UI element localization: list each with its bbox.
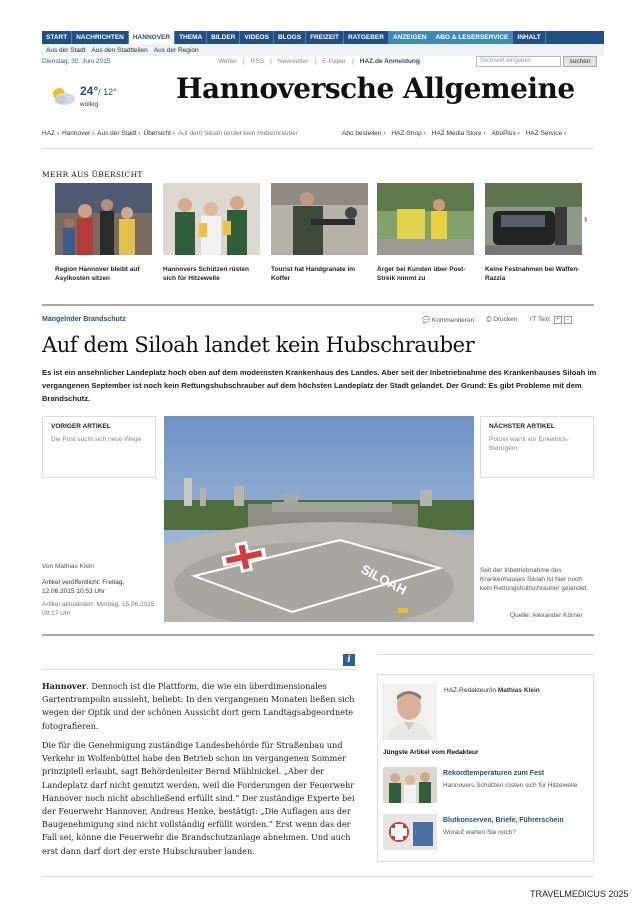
- nav-item-hannover[interactable]: HANNOVER: [129, 31, 175, 44]
- link-service[interactable]: HAZ Service ›: [525, 130, 567, 137]
- latest-article-title: Blutkonserven, Briefe, Führerschein: [443, 817, 564, 824]
- teaser-image: [163, 183, 260, 255]
- nav-item-freizeit[interactable]: FREIZEIT: [306, 31, 344, 44]
- text-size-control: ᴛT Text + −: [529, 316, 571, 324]
- link-media-store[interactable]: HAZ Media Store ›: [431, 130, 486, 137]
- link-epaper[interactable]: E-Paper: [322, 58, 347, 65]
- latest-article-thumb: [383, 767, 437, 803]
- breadcrumb: [42, 130, 298, 137]
- nav-item-inhalt[interactable]: INHALT: [513, 31, 545, 44]
- link-wetter[interactable]: Wetter: [218, 58, 238, 65]
- subnav-item-region[interactable]: Aus der Region: [153, 46, 199, 54]
- weather-condition: wolkig: [80, 101, 99, 108]
- nav-item-thema[interactable]: THEMA: [175, 31, 207, 44]
- link-aboplus[interactable]: AboPlus ›: [491, 130, 520, 137]
- photo-source: Quelle: Alexander Körner: [510, 612, 583, 619]
- divider: [42, 669, 357, 670]
- article-tools: [422, 316, 572, 324]
- teaser-1[interactable]: [55, 183, 152, 283]
- teaser-title: Tourist hat Handgranate im Koffer: [271, 266, 356, 282]
- link-abo[interactable]: Abo bestellen ›: [342, 130, 386, 137]
- text-size-icon: ᴛT: [529, 316, 537, 323]
- nav-item-ratgeber[interactable]: RATGEBER: [344, 31, 389, 44]
- info-icon[interactable]: i: [343, 654, 355, 666]
- nav-item-abo[interactable]: ABO & LESERSERVICE: [432, 31, 514, 44]
- teaser-5[interactable]: [485, 183, 582, 283]
- teaser-title: Keine Festnahmen bei Waffen-Razzia: [485, 266, 580, 282]
- print-icon: ⎙: [486, 316, 492, 323]
- teaser-2[interactable]: [163, 183, 260, 283]
- nav-item-blogs[interactable]: BLOGS: [274, 31, 306, 44]
- article-kicker: Mangelnder Brandschutz: [42, 316, 126, 323]
- divider: [42, 148, 594, 149]
- link-rss[interactable]: RSS: [250, 58, 265, 65]
- updated-date: Artikel aktualisiert: Montag, 15.06.2015 08:17 Uhr: [42, 601, 155, 617]
- divider: [42, 876, 594, 877]
- teaser-image: [55, 183, 152, 255]
- breadcrumb-haz[interactable]: HAZ ›: [42, 130, 59, 137]
- article-divider: [42, 304, 594, 306]
- latest-article-item[interactable]: [383, 767, 591, 803]
- breadcrumb-stadt[interactable]: Aus der Stadt ›: [97, 130, 141, 137]
- previous-article[interactable]: [42, 416, 156, 478]
- service-links: [342, 130, 566, 137]
- latest-article-subtitle: Hannovers Schützen rüsten sich für Hitzewelle: [443, 782, 578, 789]
- next-article-label: NÄCHSTER ARTIKEL: [489, 423, 555, 430]
- nav-item-bilder[interactable]: BILDER: [207, 31, 240, 44]
- article-headline: Auf dem Siloah landet kein Hubschrauber: [42, 333, 475, 357]
- article-divider: [42, 634, 594, 636]
- teaser-image: [485, 183, 582, 255]
- previous-article-label: VORIGER ARTIKEL: [51, 423, 111, 430]
- link-login[interactable]: HAZ.de Anmeldung: [359, 58, 420, 65]
- article-paragraph: Die für die Genehmigung zuständige Landesbehörde für Straßenbau und Verkehr in Wolfenbüttel habe den Betrieb schon im vergangenen Sommer prinzipiell erlaubt, sagt Behördenleiter Bernd Mühlnickel. „Aber der Landeplatz darf nicht genutzt werden, weil die Forderungen der Feuerwehr Hannover noch nicht abschließend erfüllt sind.“ Der zuständige Experte bei der Feuerwehr Hannover, Andreas Henke, bestätigt: „Die Auflagen aus der Baugenehmigung sind nicht vollständig erfüllt worden.“ Erst wenn das der Fall sei, könne die Feuerwehr die Brandschutzanlage abnehmen. Und auch erst dann darf dort der erste Hubschrauber landen.: [42, 740, 355, 856]
- breadcrumb-hannover[interactable]: Hannover ›: [61, 130, 95, 137]
- article-lead: Es ist ein ansehnlicher Landeplatz hoch oben auf dem modernsten Krankenhaus des Landes. Aber seit der Inbetriebnahme des Krankenhauses Siloah im vergangenen September ist noch kein Rettungshubschrauber auf dem höchsten Landeplatz der Stadt gelandet. Der Grund: Es gibt Probleme mit dem Brandschutz.: [42, 368, 597, 403]
- more-section-title: MEHR AUS ÜBERSICHT: [42, 170, 143, 179]
- watermark: TRAVELMEDICUS 2025: [530, 889, 629, 899]
- latest-articles-title: Jüngste Artikel vom Redakteur: [383, 749, 479, 756]
- nav-item-start[interactable]: START: [42, 31, 72, 44]
- redakteur-name[interactable]: Mathias Klein: [497, 687, 540, 694]
- search-input[interactable]: Stichwort eingeben: [476, 56, 561, 67]
- top-links: Wetter | RSS | Newsletter | E-Paper | HAZ.de Anmeldung: [218, 58, 420, 65]
- helipad-marking: SILOAH: [358, 561, 410, 598]
- teaser-image: [271, 183, 368, 255]
- temperature: 24°/ 12°: [80, 84, 117, 98]
- nav-item-anzeigen[interactable]: ANZEIGEN: [389, 31, 432, 44]
- comment-button[interactable]: 💬 Kommentieren: [422, 317, 475, 324]
- dateline: Hannover: [42, 681, 87, 691]
- article-paragraph: Hannover. Dennoch ist die Plattform, die wie ein überdimensionales Gartentrampolin aussieht, beliebt: In den vergangenen Monaten ließen sich wegen der Optik und der schönen Aussicht dort gern Landtagsabgeordnete fotografieren.: [42, 681, 355, 731]
- teaser-title: Ärger bei Kunden über Post-Streik nimmt zu: [377, 266, 466, 282]
- current-date: Dienstag, 30. Juni 2015: [42, 58, 111, 65]
- redakteur-line: HAZ-Redakteur/in Mathias Klein: [444, 687, 540, 694]
- previous-article-title: Die Post sucht sich neue Wege: [51, 436, 142, 443]
- sub-nav: [42, 44, 604, 56]
- photo-caption: Seit der Inbetriebnahme des Krankenhauses Siloah ist hier noch kein Rettungshubschrauber gelandet.: [480, 567, 589, 592]
- next-article[interactable]: [480, 416, 594, 478]
- link-newsletter[interactable]: Newsletter: [277, 58, 309, 65]
- article-photo: [164, 416, 474, 622]
- main-nav: [42, 31, 604, 44]
- text-increase-button[interactable]: +: [554, 316, 562, 324]
- subnav-item-stadtteile[interactable]: Aus den Stadtteilen: [91, 46, 148, 54]
- teaser-4[interactable]: [377, 183, 474, 283]
- nav-item-nachrichten[interactable]: NACHRICHTEN: [72, 31, 129, 44]
- teaser-3[interactable]: [271, 183, 368, 283]
- teaser-title: Region Hannover bleibt auf Asylkosten sitzen: [55, 266, 140, 282]
- breadcrumb-current: Auf dem Siloah landet kein Hubschrauber: [177, 130, 298, 137]
- text-decrease-button[interactable]: −: [564, 316, 572, 324]
- latest-article-subtitle: Worauf warten Sie noch?: [443, 829, 516, 836]
- teaser-title: Hannovers Schützen rüsten sich für Hitzewelle: [163, 266, 249, 282]
- nav-item-videos[interactable]: VIDEOS: [240, 31, 274, 44]
- comment-icon: 💬: [422, 317, 431, 324]
- next-article-title: Polizei warnt vor Enkeltrick-Betrügern: [489, 436, 569, 452]
- latest-article-title: Rekordtemperaturen zum Fest: [443, 770, 545, 777]
- print-button[interactable]: ⎙ Drucken: [486, 316, 518, 323]
- subnav-item-stadt[interactable]: Aus der Stadt: [46, 46, 86, 54]
- latest-article-item[interactable]: [383, 814, 591, 850]
- breadcrumb-uebersicht[interactable]: Übersicht ›: [143, 130, 175, 137]
- chevron-right-icon[interactable]: ›: [584, 214, 588, 225]
- latest-article-thumb: [383, 814, 437, 850]
- teaser-image: [377, 183, 474, 255]
- divider: [377, 654, 594, 655]
- link-shop[interactable]: HAZ-Shop ›: [391, 130, 426, 137]
- search-button[interactable]: suchen: [563, 56, 597, 67]
- published-date: Artikel veröffentlicht: Freitag, 12.06.2015 10:53 Uhr: [42, 579, 125, 595]
- author-photo: [382, 684, 437, 740]
- site-logo[interactable]: Hannoversche Allgemeine: [176, 72, 575, 105]
- partly-cloudy-icon: [50, 86, 76, 106]
- article-author: Von Mathias Klein: [42, 563, 95, 570]
